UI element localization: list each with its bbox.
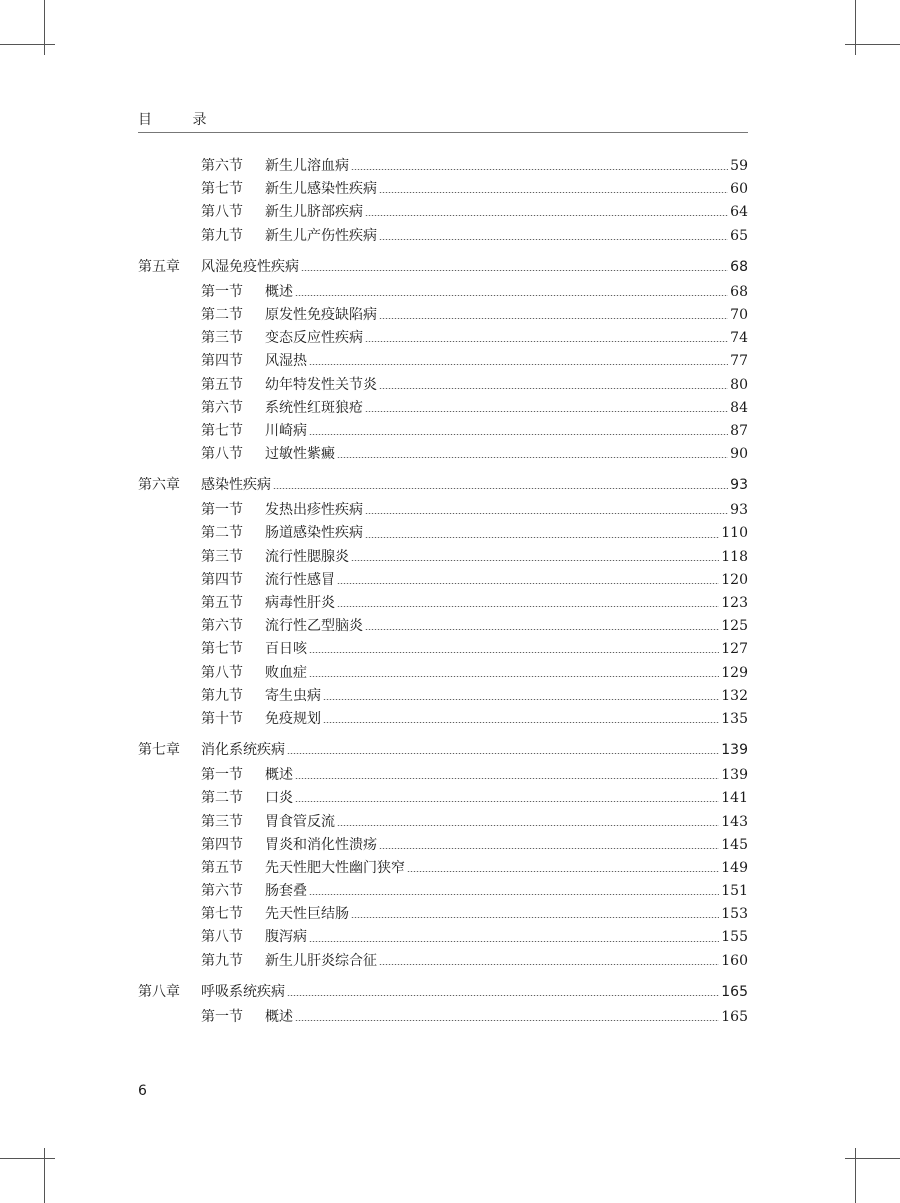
toc-entry-page: 125 (721, 618, 748, 635)
toc-chapter-row[interactable] (138, 472, 748, 499)
toc-entry-number: 第二节 (201, 306, 243, 323)
toc-entry-number: 第六节 (201, 618, 243, 635)
toc-section-row[interactable] (138, 201, 748, 224)
toc-entry-title: 新生儿脐部疾病 (265, 204, 363, 221)
toc-entry-number: 第九节 (201, 952, 243, 969)
toc-section-row[interactable] (138, 638, 748, 661)
crop-mark-top-right-h (845, 44, 900, 45)
toc-section-row[interactable] (138, 225, 748, 248)
toc-section-row[interactable] (138, 178, 748, 201)
toc-entry-page: 135 (721, 710, 748, 727)
toc-entry-number: 第三节 (201, 330, 243, 347)
crop-mark-bottom-right-h (845, 1158, 900, 1159)
toc-entry-number: 第五章 (138, 258, 180, 275)
dot-leader (337, 583, 719, 584)
toc-entry-number: 第五节 (201, 376, 243, 393)
toc-section-row[interactable] (138, 350, 748, 373)
toc-entry-page: 68 (730, 258, 748, 275)
toc-entry-title: 肠道感染性疾病 (265, 525, 363, 542)
toc-entry-title: 口炎 (265, 790, 293, 807)
toc-entry-page: 143 (721, 813, 748, 830)
toc-entry-title: 幼年特发性关节炎 (265, 376, 377, 393)
toc-entry-title: 新生儿感染性疾病 (265, 181, 377, 198)
dot-leader (337, 825, 719, 826)
toc-entry-title: 免疫规划 (265, 710, 321, 727)
toc-section-row[interactable] (138, 1006, 748, 1029)
dot-leader (295, 778, 719, 779)
toc-section-row[interactable] (138, 708, 748, 731)
toc-entry-page: 74 (730, 330, 748, 347)
toc-entry-page: 65 (730, 227, 748, 244)
toc-entry-page: 120 (721, 571, 748, 588)
toc-section-row[interactable] (138, 420, 748, 443)
toc-entry-number: 第九节 (201, 227, 243, 244)
dot-leader (365, 537, 719, 538)
toc-entry-page: 70 (730, 306, 748, 323)
dot-leader (295, 801, 719, 802)
toc-entry-number: 第四节 (201, 353, 243, 370)
toc-entry-title: 胃食管反流 (265, 813, 335, 830)
toc-entry-number: 第五节 (201, 595, 243, 611)
toc-entry-page: 123 (721, 595, 748, 611)
toc-entry-number: 第一节 (201, 502, 243, 519)
toc-entry-number: 第七节 (201, 906, 243, 923)
toc-entry-title: 新生儿肝炎综合征 (265, 952, 377, 969)
dot-leader (365, 629, 719, 630)
toc-entry-number: 第一节 (201, 767, 243, 784)
toc-entry-page: 127 (721, 641, 748, 658)
toc-entry-title: 过敏性紫癜 (265, 446, 335, 463)
dot-leader (379, 318, 728, 319)
table-of-contents (138, 155, 748, 1029)
toc-entry-page: 60 (730, 181, 748, 198)
dot-leader (407, 871, 719, 872)
toc-entry-number: 第三节 (201, 548, 243, 565)
toc-entry-page: 160 (721, 952, 748, 969)
toc-entry-title: 腹泻病 (265, 929, 307, 946)
toc-entry-title: 流行性乙型脑炎 (265, 618, 363, 635)
toc-section-row[interactable] (138, 615, 748, 638)
toc-section-row[interactable] (138, 155, 748, 178)
toc-entry-number: 第十节 (201, 710, 243, 727)
page-number: 6 (138, 1083, 147, 1099)
toc-section-row[interactable] (138, 327, 748, 350)
dot-leader (323, 699, 719, 700)
dot-leader (379, 192, 728, 193)
toc-entry-title: 风湿免疫性疾病 (201, 258, 299, 275)
toc-entry-page: 93 (730, 477, 748, 494)
dot-leader (365, 341, 728, 342)
toc-section-row[interactable] (138, 304, 748, 327)
toc-entry-title: 风湿热 (265, 353, 307, 370)
toc-entry-number: 第一节 (201, 1008, 243, 1025)
dot-leader (295, 295, 728, 296)
toc-section-row[interactable] (138, 880, 748, 903)
toc-section-row[interactable] (138, 443, 748, 466)
toc-entry-page: 165 (721, 1008, 748, 1025)
toc-entry-number: 第三节 (201, 813, 243, 830)
toc-entry-page: 87 (730, 422, 748, 439)
toc-section-row[interactable] (138, 592, 748, 615)
dot-leader (295, 1020, 719, 1021)
toc-entry-number: 第六节 (201, 883, 243, 900)
toc-entry-title: 概述 (265, 1008, 293, 1025)
dot-leader (337, 457, 728, 458)
toc-section-row[interactable] (138, 397, 748, 420)
dot-leader (379, 388, 728, 389)
toc-entry-number: 第七节 (201, 641, 243, 658)
toc-entry-page: 90 (730, 446, 748, 463)
header-rule (138, 132, 748, 133)
toc-entry-title: 先天性肥大性幽门狭窄 (265, 859, 405, 876)
toc-entry-page: 80 (730, 376, 748, 393)
toc-section-row[interactable] (138, 857, 748, 880)
toc-entry-number: 第八节 (201, 929, 243, 946)
toc-section-row[interactable] (138, 764, 748, 787)
toc-entry-page: 129 (721, 664, 748, 681)
toc-entry-title: 感染性疾病 (201, 477, 271, 494)
toc-section-row[interactable] (138, 685, 748, 708)
dot-leader (309, 652, 719, 653)
toc-entry-number: 第二节 (201, 525, 243, 542)
crop-mark-top-right-v (855, 0, 856, 55)
dot-leader (351, 560, 719, 561)
toc-section-row[interactable] (138, 662, 748, 685)
toc-chapter-row[interactable] (138, 254, 748, 281)
toc-entry-page: 84 (730, 399, 748, 416)
toc-entry-title: 胃炎和消化性溃疡 (265, 836, 377, 853)
crop-mark-bottom-left-v (44, 1148, 45, 1203)
dot-leader (365, 513, 728, 514)
toc-entry-title: 新生儿产伤性疾病 (265, 227, 377, 244)
toc-section-row[interactable] (138, 926, 748, 949)
toc-entry-title: 流行性感冒 (265, 571, 335, 588)
dot-leader (337, 606, 719, 607)
dot-leader (309, 894, 719, 895)
dot-leader (301, 270, 728, 271)
crop-mark-top-left-v (44, 0, 45, 55)
toc-entry-page: 149 (721, 859, 748, 876)
toc-entry-title: 寄生虫病 (265, 687, 321, 704)
crop-mark-bottom-left-h (0, 1158, 55, 1159)
toc-entry-number: 第八节 (201, 204, 243, 221)
toc-entry-page: 151 (721, 883, 748, 900)
toc-entry-page: 155 (721, 929, 748, 946)
toc-entry-page: 132 (721, 687, 748, 704)
toc-section-row[interactable] (138, 834, 748, 857)
toc-section-row[interactable] (138, 950, 748, 973)
dot-leader (379, 964, 719, 965)
toc-section-row[interactable] (138, 522, 748, 545)
toc-entry-page: 64 (730, 204, 748, 221)
toc-entry-title: 病毒性肝炎 (265, 595, 335, 611)
toc-entry-title: 新生儿溶血病 (265, 158, 349, 174)
dot-leader (309, 434, 728, 435)
toc-section-row[interactable] (138, 499, 748, 522)
toc-entry-number: 第六节 (201, 158, 243, 174)
toc-entry-number: 第七节 (201, 181, 243, 198)
toc-entry-page: 153 (721, 906, 748, 923)
toc-section-row[interactable] (138, 569, 748, 592)
toc-chapter-row[interactable] (138, 979, 748, 1006)
toc-entry-page: 141 (721, 790, 748, 807)
dot-leader (287, 753, 719, 754)
dot-leader (309, 364, 728, 365)
toc-entry-title: 川崎病 (265, 422, 307, 439)
toc-entry-title: 呼吸系统疾病 (201, 983, 285, 1000)
toc-entry-title: 概述 (265, 767, 293, 784)
toc-entry-number: 第九节 (201, 687, 243, 704)
running-header: 目 录 (138, 112, 225, 128)
dot-leader (365, 411, 728, 412)
toc-section-row[interactable] (138, 374, 748, 397)
toc-entry-title: 流行性腮腺炎 (265, 548, 349, 565)
toc-chapter-row[interactable] (138, 737, 748, 764)
toc-entry-number: 第八节 (201, 446, 243, 463)
toc-entry-title: 变态反应性疾病 (265, 330, 363, 347)
toc-entry-page: 110 (721, 525, 748, 542)
toc-entry-number: 第八章 (138, 983, 180, 1000)
toc-entry-title: 百日咳 (265, 641, 307, 658)
toc-entry-page: 68 (730, 283, 748, 300)
toc-entry-number: 第一节 (201, 283, 243, 300)
toc-entry-page: 59 (730, 158, 748, 174)
toc-entry-page: 118 (721, 548, 748, 565)
dot-leader (351, 169, 728, 170)
toc-entry-page: 165 (721, 983, 748, 1000)
toc-entry-title: 系统性红斑狼疮 (265, 399, 363, 416)
toc-entry-page: 93 (730, 502, 748, 519)
toc-entry-number: 第七章 (138, 742, 180, 759)
dot-leader (379, 239, 728, 240)
toc-entry-title: 肠套叠 (265, 883, 307, 900)
toc-entry-number: 第八节 (201, 664, 243, 681)
dot-leader (323, 722, 719, 723)
toc-entry-number: 第七节 (201, 422, 243, 439)
toc-entry-title: 先天性巨结肠 (265, 906, 349, 923)
toc-entry-page: 139 (721, 742, 748, 759)
crop-mark-bottom-right-v (855, 1148, 856, 1203)
toc-entry-number: 第六章 (138, 477, 180, 494)
toc-section-row[interactable] (138, 903, 748, 926)
toc-entry-number: 第六节 (201, 399, 243, 416)
toc-entry-number: 第四节 (201, 836, 243, 853)
toc-entry-number: 第五节 (201, 859, 243, 876)
dot-leader (273, 488, 728, 489)
toc-section-row[interactable] (138, 787, 748, 810)
toc-entry-number: 第二节 (201, 790, 243, 807)
toc-entry-title: 发热出疹性疾病 (265, 502, 363, 519)
toc-entry-title: 概述 (265, 283, 293, 300)
crop-mark-top-left-h (0, 44, 55, 45)
toc-entry-page: 145 (721, 836, 748, 853)
dot-leader (309, 676, 719, 677)
toc-entry-title: 败血症 (265, 664, 307, 681)
toc-entry-page: 139 (721, 767, 748, 784)
toc-entry-title: 原发性免疫缺陷病 (265, 306, 377, 323)
dot-leader (309, 941, 719, 942)
dot-leader (365, 215, 728, 216)
dot-leader (287, 995, 719, 996)
toc-section-row[interactable] (138, 281, 748, 304)
dot-leader (351, 917, 719, 918)
toc-section-row[interactable] (138, 811, 748, 834)
toc-entry-number: 第四节 (201, 571, 243, 588)
toc-entry-title: 消化系统疾病 (201, 742, 285, 759)
toc-section-row[interactable] (138, 546, 748, 569)
dot-leader (379, 848, 719, 849)
toc-entry-page: 77 (730, 353, 748, 370)
